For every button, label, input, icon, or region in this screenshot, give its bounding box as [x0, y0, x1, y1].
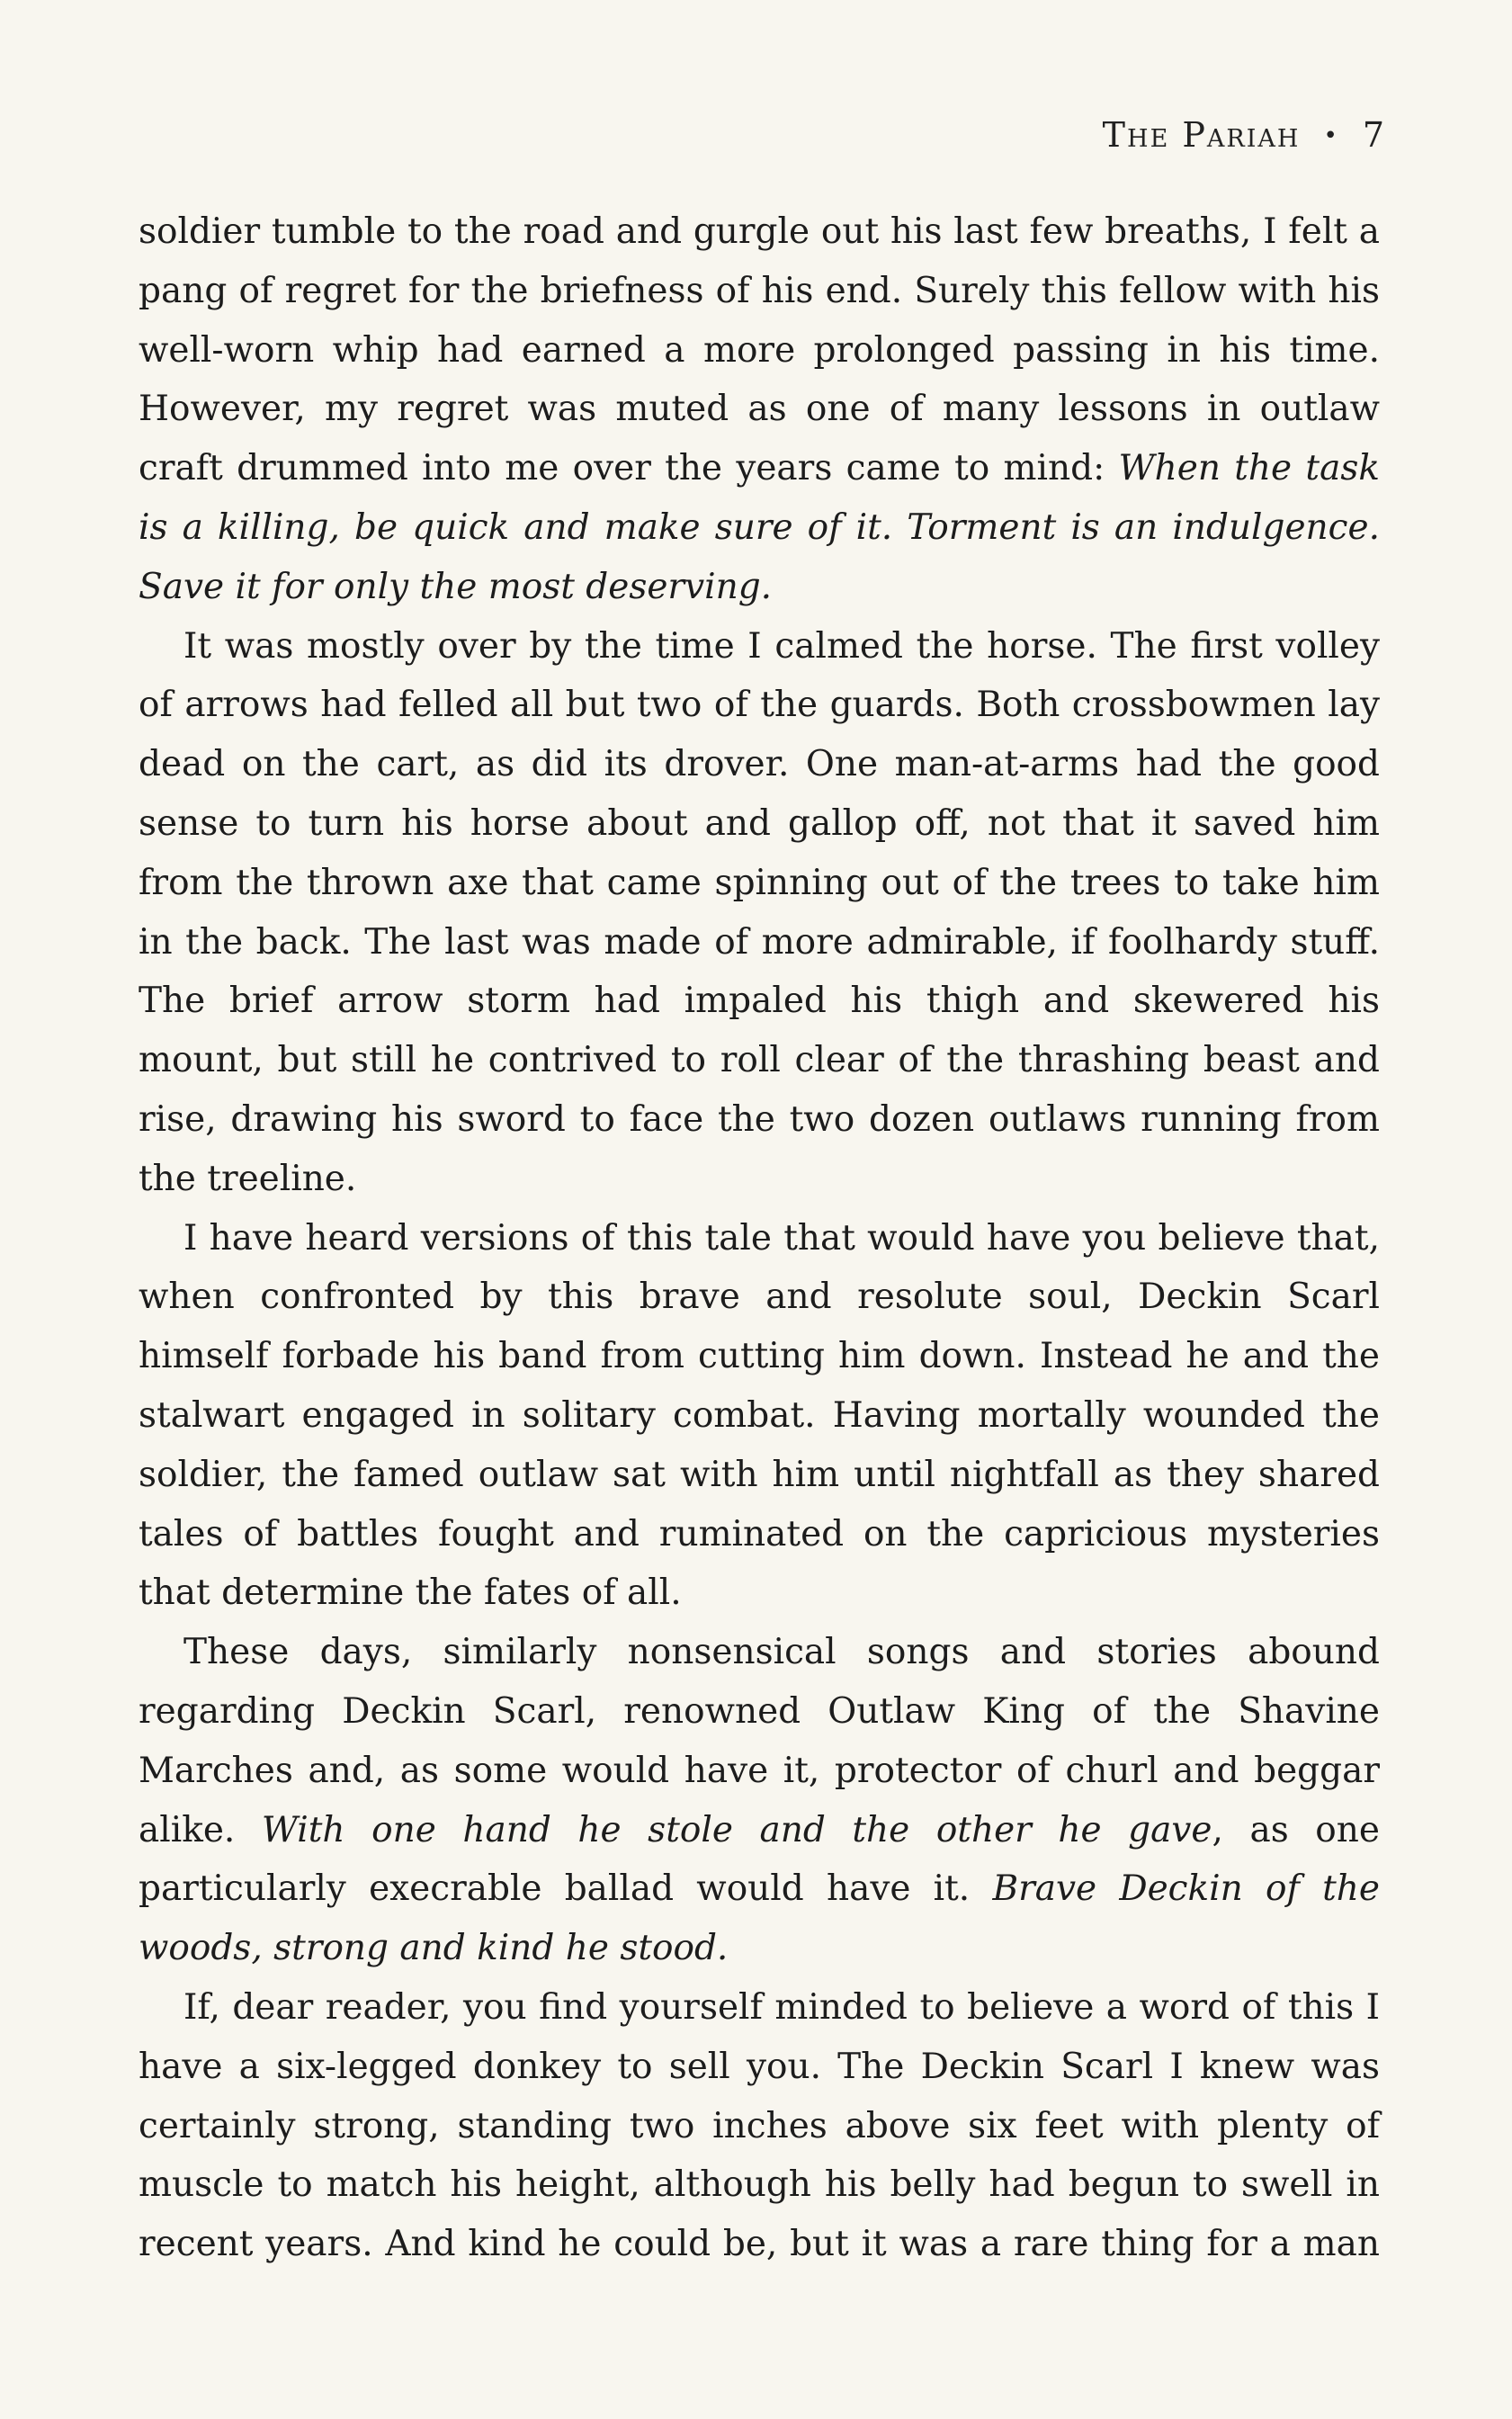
text-segment: soldier tumble to the road and gurgle out his last few breaths, I felt a pang of regret for the briefness of his end. Surely this fellow with his well-worn whip had earned a more prolonged passing in his time. However, my regret was muted as one of many lessons in outlaw craft drummed into me over the years came to mind:	[139, 211, 1380, 489]
page-number: 7	[1362, 115, 1386, 155]
paragraph	[139, 1623, 1380, 1978]
text-segment: These days, similarly nonsensical songs and stories abound regarding Deckin Scarl, renowned Outlaw King of the Shavine Marches and, as some would have it, protector of churl and beggar alike.	[139, 1632, 1380, 1850]
italic-text: With one hand he stole and the other he gave	[261, 1809, 1212, 1850]
text-segment: I have heard versions of this tale that would have you believe that, when confronted by this brave and resolute soul, Deckin Scarl himself forbade his band from cutting him down. Instead he and the stalwart engaged in solitary combat. Having mortally wounded the soldier, the famed outlaw sat with him until nightfall as they shared tales of battles fought and ruminated on the capricious mysteries that determine the fates of all.	[139, 1217, 1380, 1614]
paragraph	[139, 202, 1380, 617]
body-text	[139, 202, 1380, 2274]
paragraph	[139, 1978, 1380, 2274]
italic-text: Brave Deckin of the woods, strong and kind he stood.	[139, 1868, 1380, 1969]
running-head-separator: •	[1323, 122, 1339, 149]
running-head-title: The Pariah	[1102, 115, 1301, 155]
paragraph	[139, 617, 1380, 1209]
text-segment: It was mostly over by the time I calmed the horse. The first volley of arrows had felled all but two of the guards. Both crossbowmen lay dead on the cart, as did its drover. One man-at-arms had the good sense to turn his horse about and gallop off, not that it saved him from the thrown axe that came spinning out of the trees to take him in the back. The last was made of more admirable, if foolhardy stuff. The brief arrow storm had impaled his thigh and skewered his mount, but still he contrived to roll clear of the thrashing beast and rise, drawing his sword to face the two dozen outlaws running from the treeline.	[139, 625, 1380, 1199]
italic-text: When the task is a killing, be quick and make sure of it. Torment is an indulgence. Save it for only the most deserving.	[139, 448, 1380, 607]
paragraph	[139, 1209, 1380, 1624]
running-head	[1103, 115, 1386, 155]
text-segment: , as one particularly execrable ballad would have it.	[139, 1809, 1380, 1910]
text-segment: If, dear reader, you find yourself minded to believe a word of this I have a six-legged donkey to sell you. The Deckin Scarl I knew was certainly strong, standing two inches above six feet with plenty of muscle to match his height, although his belly had begun to swell in recent years. And kind he could be, but it was a rare thing for a man	[139, 1986, 1380, 2265]
